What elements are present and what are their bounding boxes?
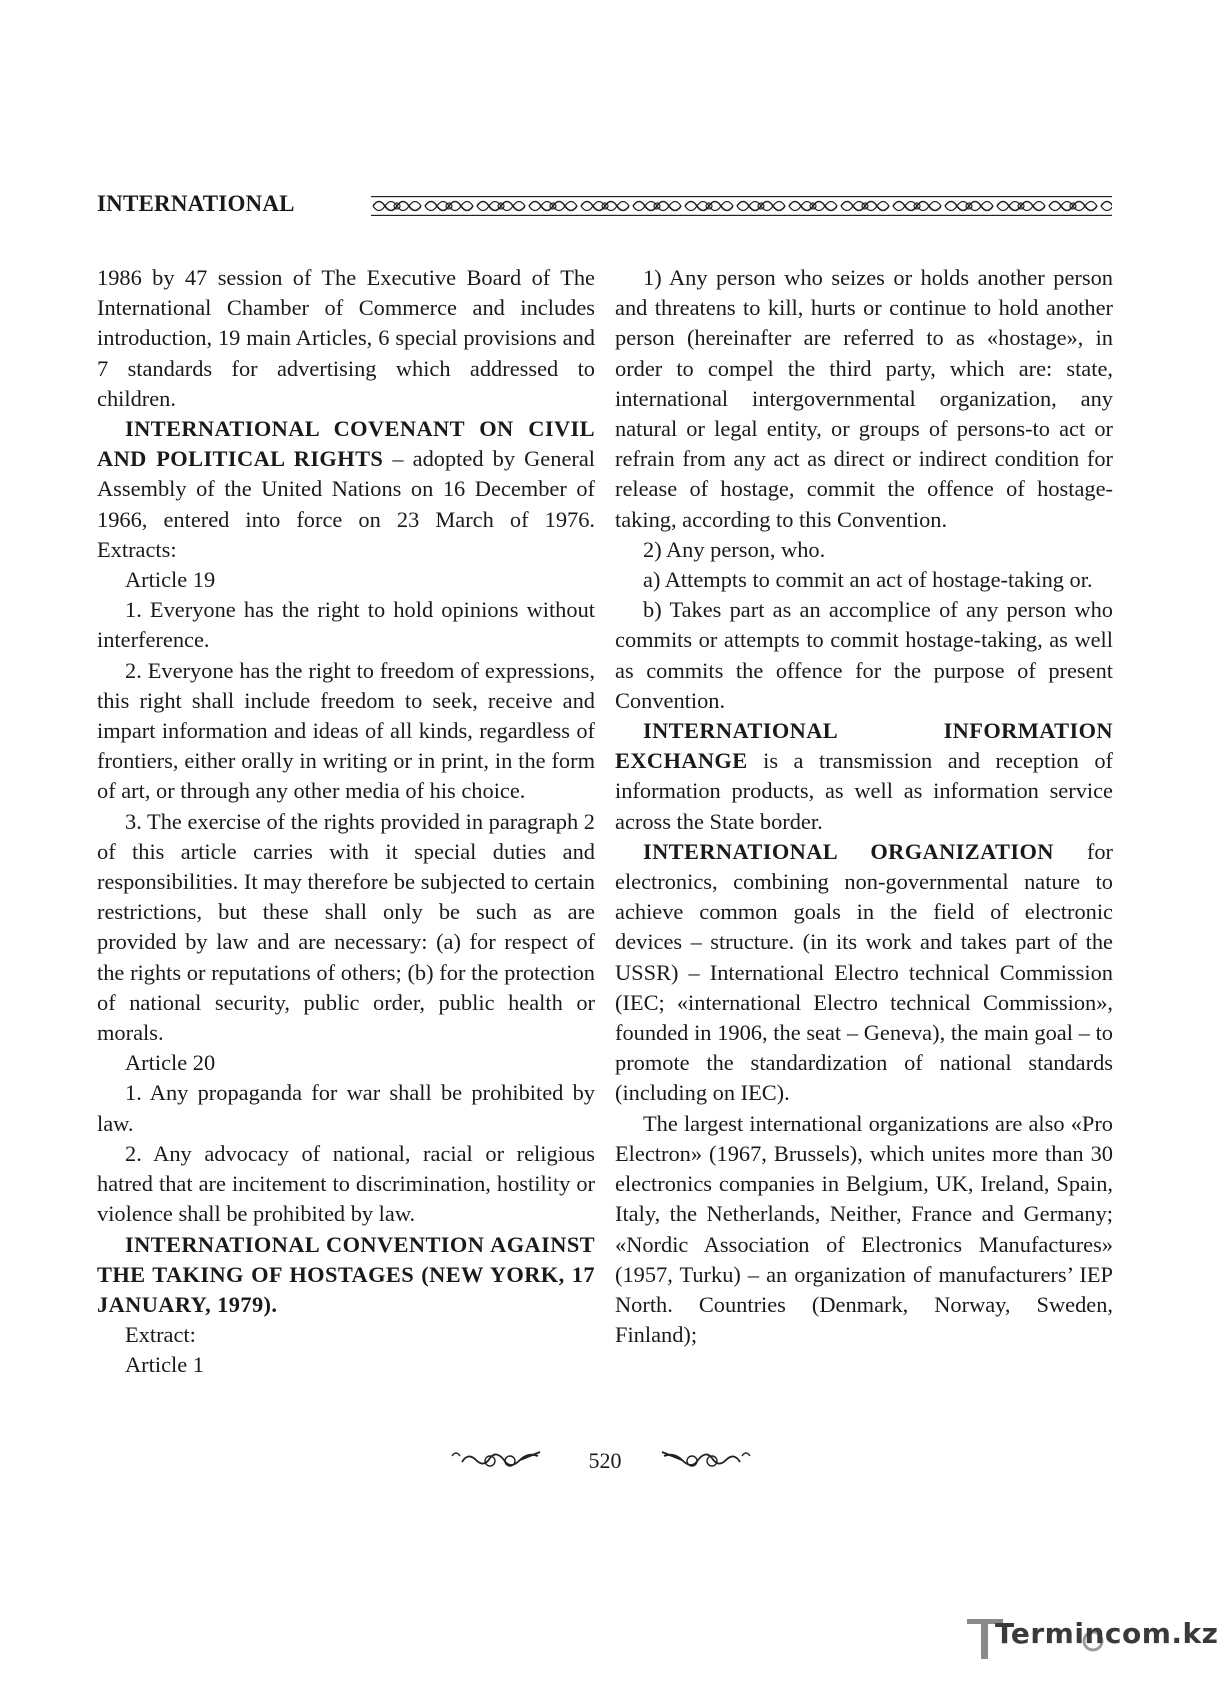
paragraph: 1. Everyone has the right to hold opinions without interference. [97, 597, 595, 653]
paragraph: 2. Any advocacy of national, racial or religious hatred that are incitement to discrimination, hostility or violence shall be prohibited by law. [97, 1140, 595, 1227]
ornament-left-icon [450, 1448, 542, 1474]
paragraph: 2) Any person, who. [643, 536, 826, 562]
paragraph-convention [97, 1230, 595, 1321]
right-column [615, 263, 1113, 1350]
paragraph: 2. Everyone has the right to freedom of expressions, this right shall include freedom to seek, receive and impart information and ideas of all kinds, regardless of frontiers, either orally in writing or in print, in the form of art, or through any other media of his choice. [97, 657, 595, 804]
term-heading: INTERNATIONAL INFORMATION EXCHANGE [615, 718, 1113, 774]
term-heading: INTERNATIONAL ORGANIZATION [643, 838, 1054, 864]
paragraph: Article 19 [125, 567, 216, 593]
page-number: 520 [588, 1448, 622, 1473]
paragraph: 1. Any propaganda for war shall be prohibited by law. [97, 1080, 595, 1136]
ornament-right-icon [660, 1448, 752, 1474]
paragraph: 1) Any person who seizes or holds another person and threatens to kill, hurts or continue to hold another person (hereinafter are referred to as «hostage», in order to compel the third party, which are: state, international intergovernmental organization, any natural or legal entity, or groups of persons-to act or refrain from any act as direct or indirect condition for release of hostage, commit the offence of hostage-taking, according to this Convention. [615, 265, 1113, 532]
paragraph: 1986 by 47 session of The Executive Board of The International Chamber of Commerce and includes introduction, 19 main Articles, 6 special provisions and 7 standards for advertising which addressed to children. [97, 265, 595, 411]
paragraph: Extract: [125, 1322, 196, 1348]
left-column [97, 263, 595, 1381]
paragraph: 3. The exercise of the rights provided in paragraph 2 of this article carries with it special duties and responsibilities. It may therefore be subjected to certain restrictions, but these shall only be such as are provided by law and are necessary: (a) for respect of the rights or reputations of others; (b) for the protection of national security, public order, public health or morals. [97, 808, 595, 1046]
term-heading: INTERNATIONAL COVENANT ON CIVIL AND POLITICAL RIGHTS [97, 416, 595, 472]
page-header [97, 191, 1112, 227]
term-definition: for electronics, combining non-governmental nature to achieve common goals in the field of electronic devices – structure. (in its work and takes part of the USSR) – International Electro technical Commission (IEC; «international Electro technical Commission», founded in 1906, the seat – Geneva), the main goal – to promote the standardization of national standards (including on IEC). [615, 838, 1113, 1106]
term-definition: – adopted by General Assembly of the United Nations on 16 December of 1966, entered into force on 23 March of 1976. Extracts: [97, 446, 595, 562]
paragraph: b) Takes part as an accomplice of any person who commits or attempts to commit hostage-taking, as well as commits the offence for the purpose of present Convention. [615, 597, 1113, 713]
site-watermark [965, 1615, 1218, 1665]
page-footer [0, 1442, 1191, 1482]
watermark-text: Termincom.kz [995, 1617, 1218, 1650]
paragraph-organization [615, 837, 1113, 1109]
paragraph-information-exchange [615, 716, 1113, 837]
paragraph-covenant [97, 414, 595, 565]
paragraph: Article 20 [125, 1050, 216, 1076]
paragraph: a) Attempts to commit an act of hostage-taking or. [643, 567, 1093, 593]
paragraph: Article 1 [125, 1352, 204, 1378]
running-header-title: INTERNATIONAL [97, 191, 295, 216]
paragraph: The largest international organizations are also «Pro Electron» (1967, Brussels), which unites more than 30 electronics companies in Belgium, UK, Ireland, Spain, Italy, the Netherlands, Neither, France and Germany; «Nordic Association of Electronics Manufactures» (1957, Turku) – an organization of manufacturers’ IEP North. Countries (Denmark, Norway, Sweden, Finland); [615, 1110, 1113, 1348]
term-definition: is a transmission and reception of information products, as well as information service across the State border. [615, 748, 1113, 834]
term-heading: INTERNATIONAL CONVENTION AGAINST THE TAKING OF HOSTAGES (NEW YORK, 17 JANUARY, 1979). [97, 1231, 595, 1317]
ornament-border-icon [371, 195, 1112, 217]
